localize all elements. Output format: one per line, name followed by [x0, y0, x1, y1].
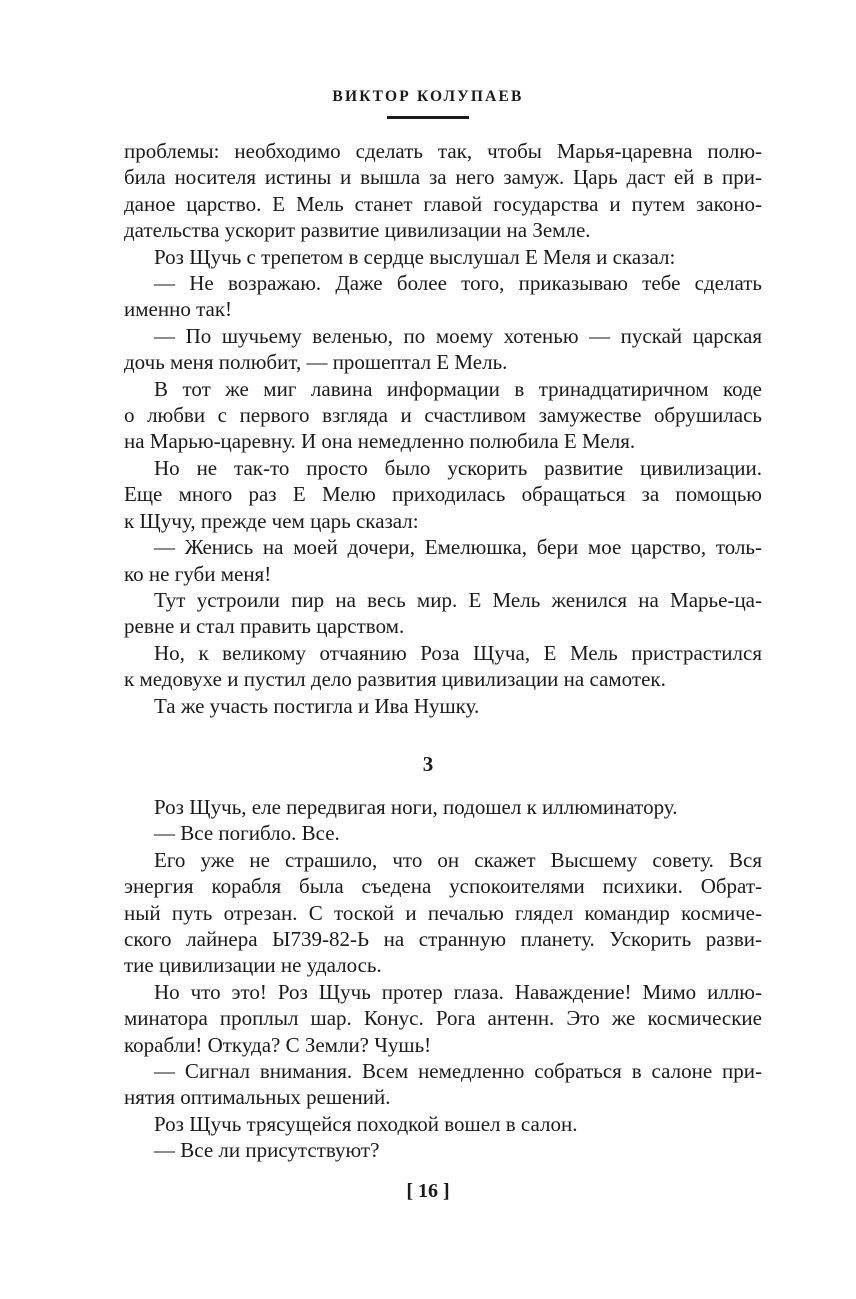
- text-line: Та же участь постигла и Ива Нушку.: [154, 693, 480, 718]
- text-line: Его уже не страшило, что он скажет Высшему совету. Вся: [154, 847, 762, 872]
- text-line: ревне и стал править царством.: [124, 614, 405, 639]
- text-line: на Марью-царевну. И она немедленно полюбила Е Меля.: [124, 429, 636, 454]
- text-line: В тот же миг лавина информации в тринадцатиричном коде: [154, 376, 762, 401]
- text-block-2: [124, 794, 762, 1164]
- text-line: дочь меня полюбит, — прошептал Е Мель.: [124, 350, 508, 375]
- text-line: энергия корабля была съедена успокоителями психики. Обрат-: [124, 874, 762, 899]
- text-line: даное царство. Е Мель станет главой государства и путем законо-: [124, 191, 762, 216]
- text-line: Роз Щучь с трепетом в сердце выслушал Е Меля и сказал:: [154, 244, 676, 269]
- text-line: тие цивилизации не удалось.: [124, 953, 382, 978]
- text-block-1: [124, 138, 762, 719]
- text-line: ный путь отрезан. С тоской и печалью глядел командир космиче-: [124, 900, 762, 925]
- text-line: — Все погибло. Все.: [154, 821, 340, 846]
- text-line: Тут устроили пир на весь мир. Е Мель женился на Марье-ца-: [154, 587, 762, 612]
- text-line: Но что это! Роз Щучь протер глаза. Наваждение! Мимо иллю-: [154, 979, 762, 1004]
- text-line: дательства ускорит развитие цивилизации на Земле.: [124, 218, 591, 243]
- text-line: нятия оптимальных решений.: [124, 1085, 391, 1110]
- text-line: к Щучу, прежде чем царь сказал:: [124, 508, 419, 533]
- text-line: минатора проплыл шар. Конус. Рога антенн. Это же космические: [124, 1006, 762, 1031]
- text-line: — Женись на моей дочери, Емелюшка, бери мое царство, толь-: [154, 535, 762, 560]
- text-line: именно так!: [124, 297, 233, 322]
- text-line: — Сигнал внимания. Всем немедленно собраться в салоне при-: [154, 1059, 762, 1084]
- text-line: о любви с первого взгляда и счастливом замужестве обрушилась: [124, 403, 762, 428]
- section-number: 3: [422, 752, 434, 776]
- text-line: Но, к великому отчаянию Роза Щуча, Е Мель пристрастился: [154, 640, 762, 665]
- text-line: проблемы: необходимо сделать так, чтобы Марья-царевна полю-: [124, 139, 762, 163]
- text-line: ко не губи меня!: [124, 561, 272, 586]
- text-line: — Не возражаю. Даже более того, приказываю тебе сделать: [154, 271, 762, 296]
- text-line: Еще много раз Е Мелю приходилась обращаться за помощью: [124, 482, 762, 507]
- text-line: била носителя истины и вышла за него замуж. Царь даст ей в при-: [124, 165, 762, 190]
- text-line: корабли! Откуда? С Земли? Чушь!: [124, 1032, 432, 1057]
- text-line: Роз Щучь трясущейся походкой вошел в салон.: [154, 1111, 578, 1136]
- text-line: — По шучьему веленью, по моему хотенью — пускай царская: [154, 323, 762, 348]
- text-line: — Все ли присутствуют?: [154, 1138, 380, 1163]
- text-line: ского лайнера Ы739-82-Ь на странную планету. Ускорить разви-: [124, 927, 762, 952]
- header-rule: [387, 116, 469, 119]
- page-number: [ 16 ]: [406, 1180, 450, 1202]
- running-head-author: ВИКТОР КОЛУПАЕВ: [332, 88, 524, 105]
- text-line: Роз Щучь, еле передвигая ноги, подошел к иллюминатору.: [154, 795, 678, 819]
- text-line: к медовухе и пустил дело развития цивилизации на самотек.: [124, 667, 666, 692]
- text-line: Но не так-то просто было ускорить развитие цивилизации.: [154, 455, 762, 480]
